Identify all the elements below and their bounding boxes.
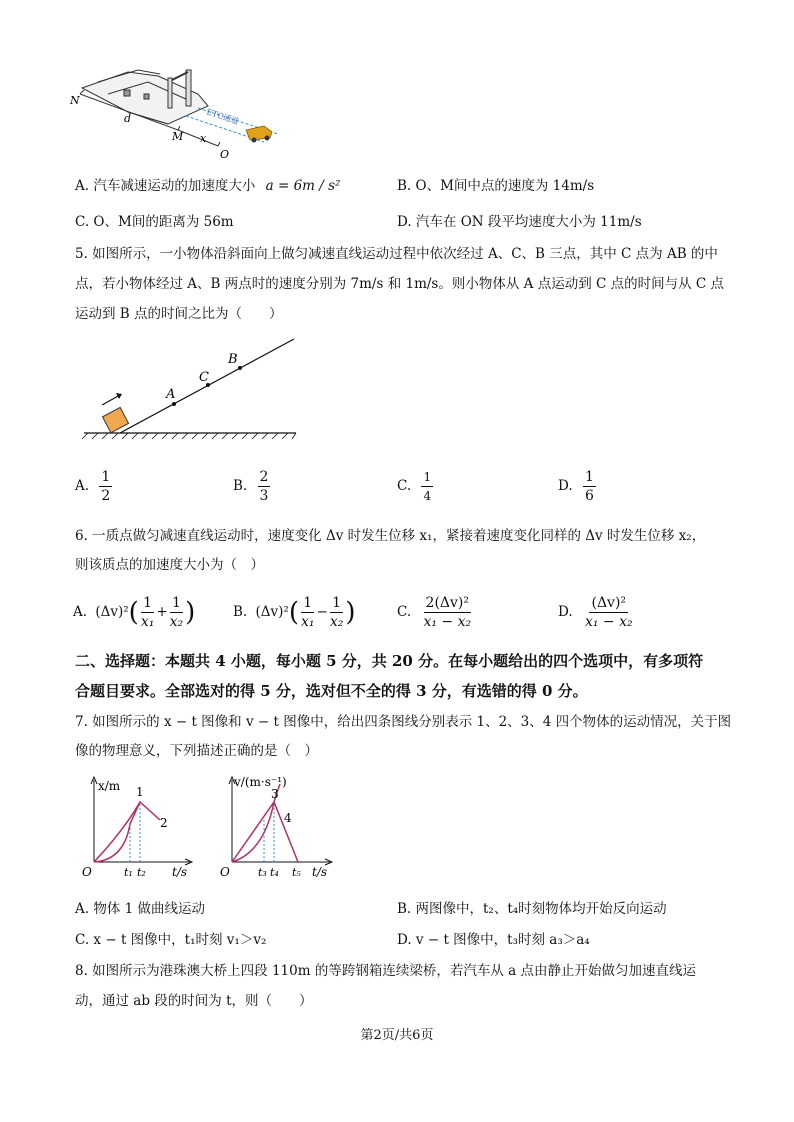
- q5-option-c[interactable]: [397, 468, 433, 505]
- q5-option-c-den: 4: [423, 489, 432, 503]
- vt-origin: O: [220, 865, 230, 879]
- vt-graph: [214, 772, 346, 880]
- q6-option-a-n2: 1: [171, 595, 181, 611]
- label-M: M: [172, 130, 184, 143]
- q6-option-b-op: −: [316, 604, 328, 620]
- q6-option-a[interactable]: A. (Δv)²( $\frac{1}{\text{x₁}}$ + $\frac{1}{\text{x₂}}$ ): [73, 595, 196, 630]
- xt-graph: [74, 772, 200, 880]
- q4-option-b[interactable]: B. O、M间中点的速度为 14m/s: [397, 178, 595, 194]
- q7-line-1: 7. 如图所示的 x − t 图像和 v − t 图像中，给出四条图线分别表示 1、2、3、4 四个物体的运动情况，关于图: [75, 714, 732, 730]
- q6-line-2: 则该质点的加速度大小为（ ）: [75, 557, 264, 573]
- q6-option-b-letter: B.: [233, 604, 248, 620]
- q8-line-1: 8. 如图所示为港珠澳大桥上四段 110m 的等跨钢箱连续梁桥，若汽车从 a 点由静止开始做匀加速直线运: [75, 963, 696, 979]
- q4-option-c[interactable]: C. O、M间的距离为 56m: [75, 214, 234, 230]
- q4-option-d[interactable]: D. 汽车在 ON 段平均速度大小为 11m/s: [397, 214, 642, 230]
- curve-2: [94, 802, 160, 862]
- q6-option-b-n1: 1: [303, 595, 313, 611]
- vt-curve-4-label: 4: [284, 811, 292, 825]
- block-icon: [102, 407, 128, 432]
- q6-option-d[interactable]: [558, 594, 635, 631]
- q5-option-a-num: 1: [101, 469, 111, 485]
- page-footer: 第2页/共6页: [360, 1028, 434, 1043]
- q6-option-d-num: (Δv)²: [591, 595, 627, 611]
- q6-option-d-den: x₁ − x₂: [584, 614, 633, 630]
- q6-option-c-den: x₁ − x₂: [423, 614, 472, 630]
- label-x: x: [200, 132, 207, 145]
- q6-line-1: 6. 一质点做匀减速直线运动时，速度变化 Δv 时发生位移 x₁，紧接着速度变化同样的 Δv 时发生位移 x₂，: [75, 528, 706, 544]
- q6-option-b-n2: 1: [332, 595, 342, 611]
- xt-curve-1-label: 1: [136, 785, 144, 799]
- xt-t2: t₂: [137, 866, 146, 879]
- xt-curve-2-label: 2: [160, 816, 168, 830]
- q6-option-b-d1: x₁: [301, 614, 315, 630]
- xt-xlabel: t/s: [172, 865, 188, 879]
- q6-option-b[interactable]: B. (Δv)²( $\frac{1}{\text{x₁}}$ − $\frac{1}{\text{x₂}}$ ): [233, 595, 356, 630]
- q5-option-b[interactable]: [233, 468, 270, 505]
- q4-option-a-formula: a = 6m / s²: [265, 178, 341, 194]
- q6-option-d-letter: D.: [558, 604, 573, 620]
- q6-option-b-d2: x₂: [329, 614, 344, 630]
- label-d: d: [124, 112, 132, 125]
- q4-option-a-text: A. 汽车减速运动的加速度大小: [75, 178, 256, 194]
- label-O: O: [220, 148, 230, 161]
- label-etc: ETC通道: [205, 107, 240, 127]
- q5-option-a-letter: A.: [75, 478, 90, 494]
- q5-option-a[interactable]: [75, 468, 112, 505]
- q5-option-b-den: 3: [259, 488, 269, 504]
- xt-ylabel: x/m: [98, 779, 121, 793]
- xt-origin: O: [82, 865, 92, 879]
- q5-line-2: 点，若小物体经过 A、B 两点时的速度分别为 7m/s 和 1m/s。则小物体从 A 点运动到 C 点的时间与从 C 点: [75, 276, 725, 292]
- section-2-heading-line-1: 二、选择题：本题共 4 小题，每小题 5 分，共 20 分。在每小题给出的四个选项中，有多项符: [75, 652, 704, 670]
- vt-curve-3-label: 3: [271, 787, 279, 801]
- q5-option-d-den: 6: [584, 488, 594, 504]
- vt-t3: t₃: [258, 866, 267, 879]
- q7-option-b[interactable]: B. 两图像中，t₂、t₄时刻物体均开始反向运动: [397, 901, 667, 917]
- q7-option-a[interactable]: A. 物体 1 做曲线运动: [75, 901, 206, 917]
- q5-line-1: 5. 如图所示，一小物体沿斜面向上做匀减速直线运动过程中依次经过 A、C、B 三点，其中 C 点为 AB 的中: [75, 246, 718, 262]
- q5-option-d-letter: D.: [558, 478, 573, 494]
- vt-t4: t₄: [270, 866, 279, 879]
- vt-ylabel: v/(m·s⁻¹): [234, 775, 287, 789]
- incline-figure: [80, 335, 300, 440]
- velocity-arrow-icon: [102, 395, 120, 405]
- q6-option-a-op: +: [156, 604, 168, 620]
- point-A-label: A: [166, 387, 176, 402]
- q6-option-a-d2: x₂: [169, 614, 184, 630]
- q6-option-a-letter: A.: [73, 604, 88, 620]
- q7-line-2: 像的物理意义，下列描述正确的是（ ）: [75, 743, 318, 759]
- q5-option-b-letter: B.: [233, 478, 248, 494]
- q5-line-3: 运动到 B 点的时间之比为（ ）: [75, 306, 283, 322]
- q5-option-c-letter: C.: [397, 478, 412, 494]
- q7-option-d[interactable]: D. v − t 图像中，t₃时刻 a₃＞a₄: [397, 932, 590, 948]
- vt-xlabel: t/s: [312, 865, 328, 879]
- etc-lane-figure: [68, 64, 288, 162]
- point-C-label: C: [199, 370, 209, 385]
- q5-option-d-num: 1: [584, 469, 594, 485]
- section-2-heading-line-2: 合题目要求。全部选对的得 5 分，选对但不全的得 3 分，有选错的得 0 分。: [75, 682, 588, 700]
- q5-option-c-num: 1: [421, 468, 433, 487]
- q6-option-c-letter: C.: [397, 604, 412, 620]
- q6-option-a-factor: (Δv)²: [95, 604, 129, 620]
- label-N: N: [70, 94, 80, 107]
- q5-option-b-num: 2: [259, 469, 269, 485]
- vt-t5: t₅: [292, 866, 301, 879]
- q6-option-a-n1: 1: [143, 595, 153, 611]
- q6-option-b-factor: (Δv)²: [255, 604, 289, 620]
- q7-option-c[interactable]: C. x − t 图像中，t₁时刻 v₁＞v₂: [75, 932, 267, 948]
- q6-option-c-num: 2(Δv)²: [425, 595, 469, 611]
- q6-option-c[interactable]: [397, 594, 473, 631]
- point-B-label: B: [228, 352, 238, 367]
- q5-option-a-den: 2: [101, 488, 111, 504]
- xt-t1: t₁: [124, 866, 133, 879]
- q4-option-a[interactable]: [75, 176, 340, 196]
- q8-line-2: 动，通过 ab 段的时间为 t，则（ ）: [75, 993, 313, 1009]
- q6-option-a-d1: x₁: [140, 614, 155, 630]
- q5-option-d[interactable]: [558, 468, 596, 505]
